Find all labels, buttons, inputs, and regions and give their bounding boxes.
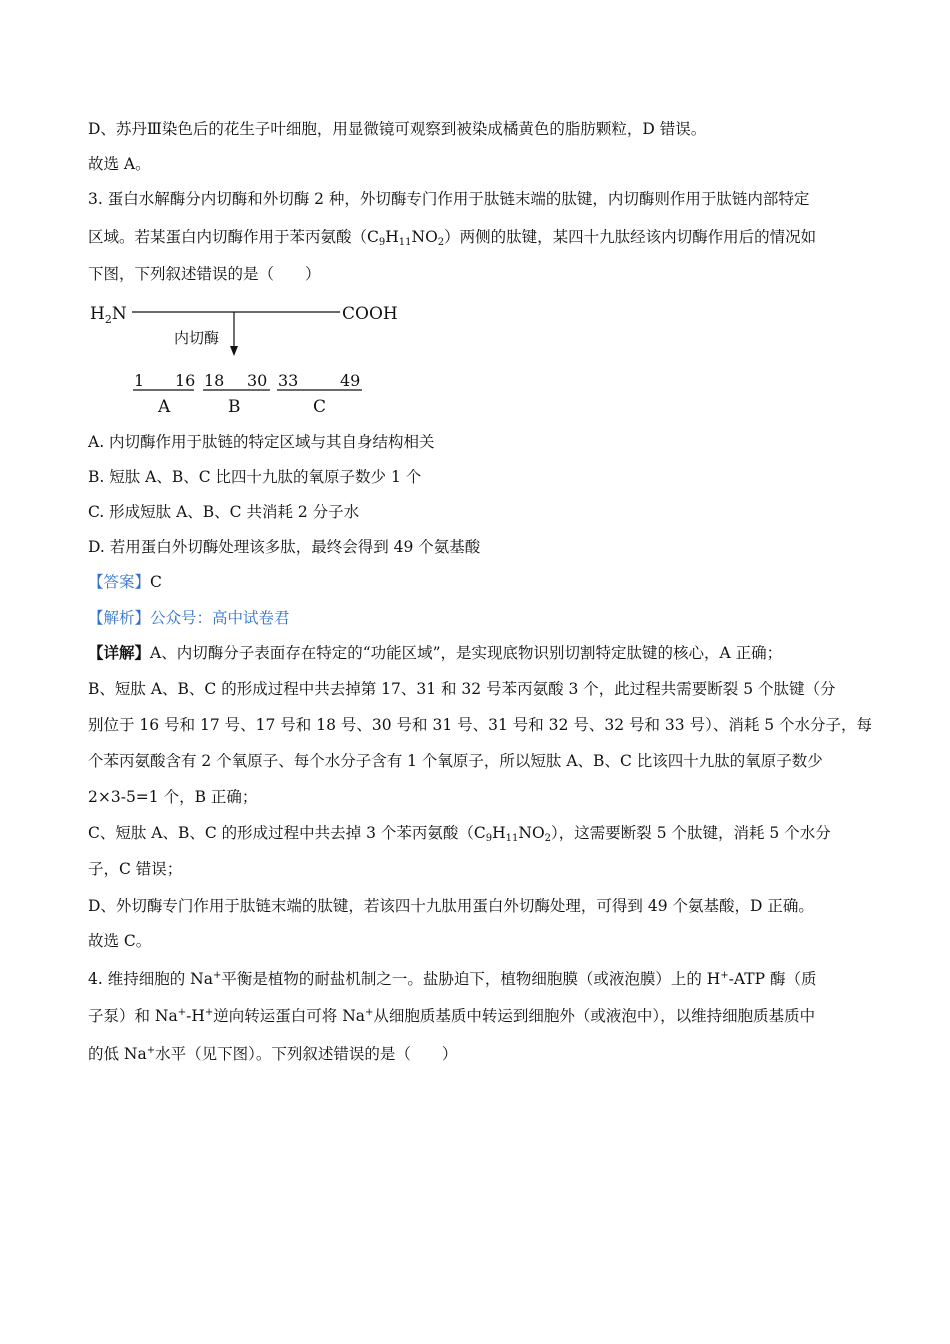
enzyme-label: 内切酶: [174, 329, 220, 347]
segment-a-label: A: [158, 397, 171, 416]
answer-tag: 【答案】: [88, 573, 151, 591]
q4-text: -H: [186, 1007, 205, 1025]
detail-text: ），这需要断裂 5 个肽键，消耗 5 个水分: [551, 824, 831, 842]
q3-option-d: D. 若用蛋白外切酶处理该多肽，最终会得到 49 个氨基酸: [88, 538, 481, 556]
segment-c-end: 49: [340, 371, 361, 390]
q4-stem-line-2: [88, 1003, 815, 1026]
q3-stem-text: 区域。若某蛋白内切酶作用于苯丙氨酸（C: [88, 228, 379, 246]
subscript: 11: [398, 237, 412, 248]
q3-detail-line-2: B、短肽 A、B、C 的形成过程中共去掉第 17、31 和 32 号苯丙氨酸 3 个，此过程共需要断裂 5 个肽键（分: [88, 680, 836, 698]
detail-text: H: [492, 824, 506, 842]
superscript: +: [146, 1045, 156, 1056]
subscript: 9: [378, 237, 386, 248]
q3-option-c: C. 形成短肽 A、B、C 共消耗 2 分子水: [88, 503, 360, 521]
detail-text: A、内切酶分子表面存在特定的“功能区域”，是实现底物识别切割特定肽键的核心，A 正确；: [150, 644, 783, 662]
q3-stem-text: H: [385, 228, 399, 246]
q3-detail-line-7: 子，C 错误；: [88, 860, 183, 878]
segment-c-start: 33: [278, 371, 299, 390]
superscript: +: [720, 970, 729, 981]
q3-detail-line-6: [88, 823, 831, 849]
arrow-down-icon: [230, 346, 238, 356]
q3-detail-line-4: 个苯丙氨酸含有 2 个氧原子、每个水分子含有 1 个氧原子，所以短肽 A、B、C 比该四十九肽的氧原子数少: [88, 752, 823, 770]
superscript: +: [365, 1007, 374, 1018]
q3-stem-text: ）两侧的肽键，某四十九肽经该内切酶作用后的情况如: [444, 228, 817, 246]
amino-terminus-label: $H_2N$: [90, 304, 127, 326]
prev-conclusion: 故选 A。: [88, 155, 151, 173]
q3-answer: [88, 572, 162, 592]
q3-detail-line-5: 2×3-5=1 个，B 正确；: [88, 788, 258, 806]
q3-stem-line-3: 下图，下列叙述错误的是（ ）: [88, 265, 321, 283]
q3-conclusion: 故选 C。: [88, 932, 152, 950]
subscript: 2: [544, 833, 552, 844]
q3-option-a: A. 内切酶作用于肽链的特定区域与其自身结构相关: [88, 433, 435, 451]
segment-b-start: 18: [204, 371, 225, 390]
segment-b-label: B: [228, 397, 241, 416]
answer-value: C: [150, 573, 162, 591]
segment-c-label: C: [313, 397, 327, 416]
q3-analysis-tag: 【解析】公众号：高中试卷君: [88, 609, 290, 627]
subscript: 11: [505, 833, 519, 844]
peptide-cleavage-diagram: [88, 296, 418, 416]
q3-detail-line-8: D、外切酶专门作用于肽链末端的肽键，若该四十九肽用蛋白外切酶处理，可得到 49 个氨基酸，D 正确。: [88, 897, 814, 915]
superscript: +: [177, 1007, 187, 1018]
q3-detail-line-1: [88, 643, 782, 663]
detail-tag: 【详解】: [88, 643, 151, 662]
prev-option-d: D、苏丹Ⅲ染色后的花生子叶细胞，用显微镜可观察到被染成橘黄色的脂肪颗粒，D 错误。: [88, 120, 707, 138]
superscript: +: [212, 970, 222, 981]
segment-a-start: 1: [134, 371, 145, 390]
carboxyl-terminus-label: COOH: [342, 304, 398, 324]
q4-text: 子泵）和 Na: [88, 1007, 178, 1025]
q4-text: 平衡是植物的耐盐机制之一。盐胁迫下，植物细胞膜（或液泡膜）上的 H: [221, 970, 721, 988]
q4-text: -ATP 酶（质: [728, 970, 817, 988]
q4-stem-line-1: [88, 966, 816, 989]
subscript: 2: [437, 237, 445, 248]
q3-detail-line-3: 别位于 16 号和 17 号、17 号和 18 号、30 号和 31 号、31 号和 32 号、32 号和 33 号）、消耗 5 个水分子，每: [88, 716, 873, 734]
segment-b-end: 30: [247, 371, 268, 390]
q4-text: 从细胞质基质中转运到细胞外（或液泡中），以维持细胞质基质中: [373, 1007, 816, 1025]
q3-option-b: B. 短肽 A、B、C 比四十九肽的氧原子数少 1 个: [88, 468, 422, 486]
superscript: +: [204, 1007, 214, 1018]
q3-stem-line-2: [88, 227, 816, 253]
q3-stem-line-1: 3. 蛋白水解酶分内切酶和外切酶 2 种，外切酶专门作用于肽链末端的肽键，内切酶则作用于肽链内部特定: [88, 190, 810, 208]
q3-stem-text: NO: [411, 228, 438, 246]
q4-text: 的低 Na: [88, 1045, 147, 1063]
q4-text: 逆向转运蛋白可将 Na: [213, 1007, 366, 1025]
q4-text: 4. 维持细胞的 Na: [88, 970, 213, 988]
segment-a-end: 16: [175, 371, 196, 390]
q4-stem-line-3: [88, 1041, 457, 1064]
q4-text: 水平（见下图）。下列叙述错误的是（ ）: [155, 1045, 458, 1063]
detail-text: NO: [518, 824, 545, 842]
detail-text: C、短肽 A、B、C 的形成过程中共去掉 3 个苯丙氨酸（C: [88, 824, 486, 842]
subscript: 9: [485, 833, 493, 844]
